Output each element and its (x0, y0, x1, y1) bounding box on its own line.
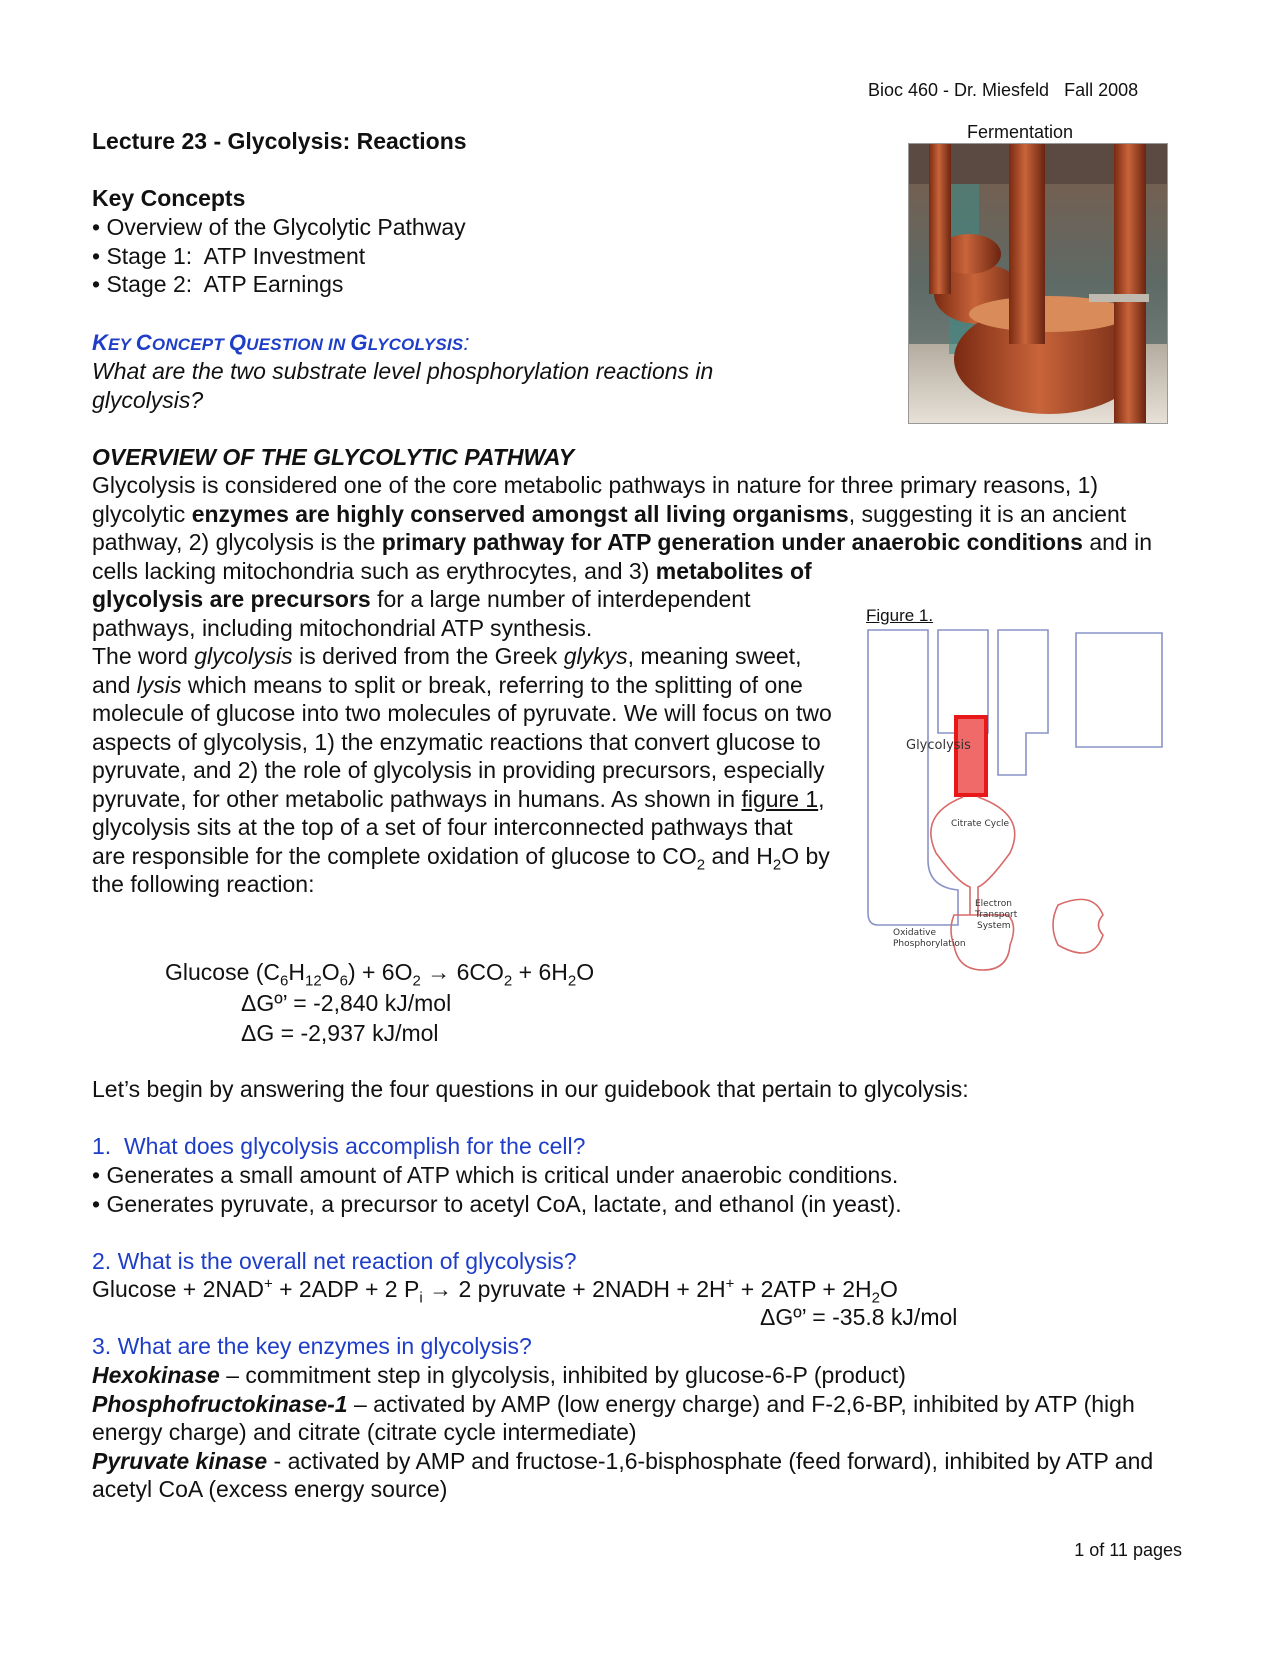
net-reaction: Glucose + 2NAD+ + 2ADP + 2 $P_i \to 2$ pyruvate + 2NADH + $2H^+ + 2ATP + 2H_2O$ (92, 1275, 898, 1307)
enzyme-entry: Phosphofructokinase-1 – activated by AMP (low energy charge) and F-2,6-BP, inhibited by ATP (high energy charge) and citrate (citrate cycle intermediate) (92, 1390, 1135, 1445)
key-concept-item: • Overview of the Glycolytic Pathway (92, 214, 466, 240)
citrate-cycle-outline (931, 797, 1015, 915)
key-concepts-list (92, 213, 466, 299)
page-number: 1 of 11 pages (1074, 1540, 1182, 1560)
question-3: 3. What are the key enzymes in glycolysis? (92, 1333, 532, 1359)
key-concept-item: • Stage 1: ATP Investment (92, 242, 366, 269)
figure-ets-label-2: Transport (975, 910, 1018, 920)
figure-1-link[interactable]: figure 1 (741, 785, 819, 812)
figure-ox-label-1: Oxidative (893, 928, 937, 938)
overview-paragraph-2: glycolysis are precursors for a large number of interdependent pathways, including mitochondrial ATP synthesis. The word glycolysis is derived from the Greek glykys, meaning sweet, and lysis which means to split or break, referring to the splitting of one molecule of glucose into two molecules of pyruvate. We will focus on two aspects of glycolysis, 1) the enzymatic reactions that convert glucose to pyruvate, and 2) the role of glycolysis in providing precursors, especially pyruvate, for other metabolic pathways in humans. As shown in figure 1, glycolysis sits at the top of a set of four interconnected pathways that are responsible for the complete oxidation of glucose to $CO_2$ and $H_2O$ by the following reaction: (92, 586, 832, 897)
question-2: 2. What is the overall net reaction of glycolysis? (92, 1248, 577, 1274)
key-concept-question-label: KEY CONCEPT QUESTION IN GLYCOLYSIS: (92, 330, 470, 355)
overview-paragraph-1: Glycolysis is considered one of the core metabolic pathways in nature for three primary reasons, 1) glycolytic enzymes are highly conserved amongst all living organisms, suggesting it is an ancient pathway, 2) glycolysis is the primary pathway for ATP generation under anaerobic conditions and in cells lacking mitochondria such as erythrocytes, and 3) metabolites of (92, 472, 1153, 584)
overview-heading: OVERVIEW OF THE GLYCOLYTIC PATHWAY (92, 444, 575, 470)
photo-caption: Fermentation (966, 122, 1074, 142)
equation-line: Glucose $(C_6H_{12}O_6) + 6O_2 \to 6CO_2 + 6H_2O$ (165, 959, 595, 990)
enzyme-entry: Pyruvate kinase - activated by AMP and fructose-1,6-bisphosphate (feed forward), inhibited by ATP and acetyl CoA (excess energy source) (92, 1447, 1154, 1502)
answer-item: • Generates a small amount of ATP which is critical under anaerobic conditions. (92, 1162, 899, 1188)
answer-item: • Generates pyruvate, a precursor to acetyl CoA, lactate, and ethanol (in yeast). (92, 1190, 902, 1217)
glycolysis-block (956, 717, 986, 795)
enzyme-name: Hexokinase (92, 1362, 220, 1388)
enzyme-name: Pyruvate kinase (92, 1447, 268, 1474)
lecture-title: Lecture 23 - Glycolysis: Reactions (92, 128, 467, 154)
figure-citrate-label: Citrate Cycle (951, 819, 1010, 829)
question-1: 1. What does glycolysis accomplish for the cell? (92, 1133, 586, 1159)
enzyme-name: Phosphofructokinase-1 (92, 1390, 348, 1417)
key-enzymes (92, 1361, 1192, 1504)
ets-pathway-outline (868, 630, 958, 925)
standard-free-energy: ΔGº’ = -2,840 kJ/mol (241, 989, 452, 1016)
fermentation-photo (908, 143, 1168, 424)
pathway-box-2 (998, 630, 1048, 775)
pathway-figure (858, 625, 1168, 1005)
figure-ets-label-1: Electron (975, 899, 1012, 909)
ox-phos-outline (1053, 899, 1103, 953)
key-concept-question: What are the two substrate level phosphorylation reactions in glycolysis? (92, 358, 714, 413)
figure-label: Figure 1. (866, 606, 934, 625)
pathway-box-3 (1076, 633, 1162, 747)
net-free-energy: ΔGº’ = -35.8 kJ/mol (760, 1304, 958, 1330)
figure-ox-label-2: Phosphorylation (893, 939, 966, 949)
intro-sentence: Let’s begin by answering the four questions in our guidebook that pertain to glycolysis: (92, 1076, 969, 1102)
key-concept-item: • Stage 2: ATP Earnings (92, 271, 344, 297)
answer-1 (92, 1161, 902, 1218)
key-concepts-heading: Key Concepts (92, 185, 246, 211)
enzyme-entry: Hexokinase – commitment step in glycolysis, inhibited by glucose-6-P (product) (92, 1362, 906, 1388)
figure-ets-label-3: System (977, 921, 1011, 931)
actual-free-energy: ΔG = -2,937 kJ/mol (241, 1020, 439, 1046)
glucose-oxidation-equation (165, 957, 594, 1049)
course-header: Bioc 460 - Dr. Miesfeld Fall 2008 (868, 80, 1139, 100)
figure-glycolysis-label: Glycolysis (906, 738, 971, 753)
